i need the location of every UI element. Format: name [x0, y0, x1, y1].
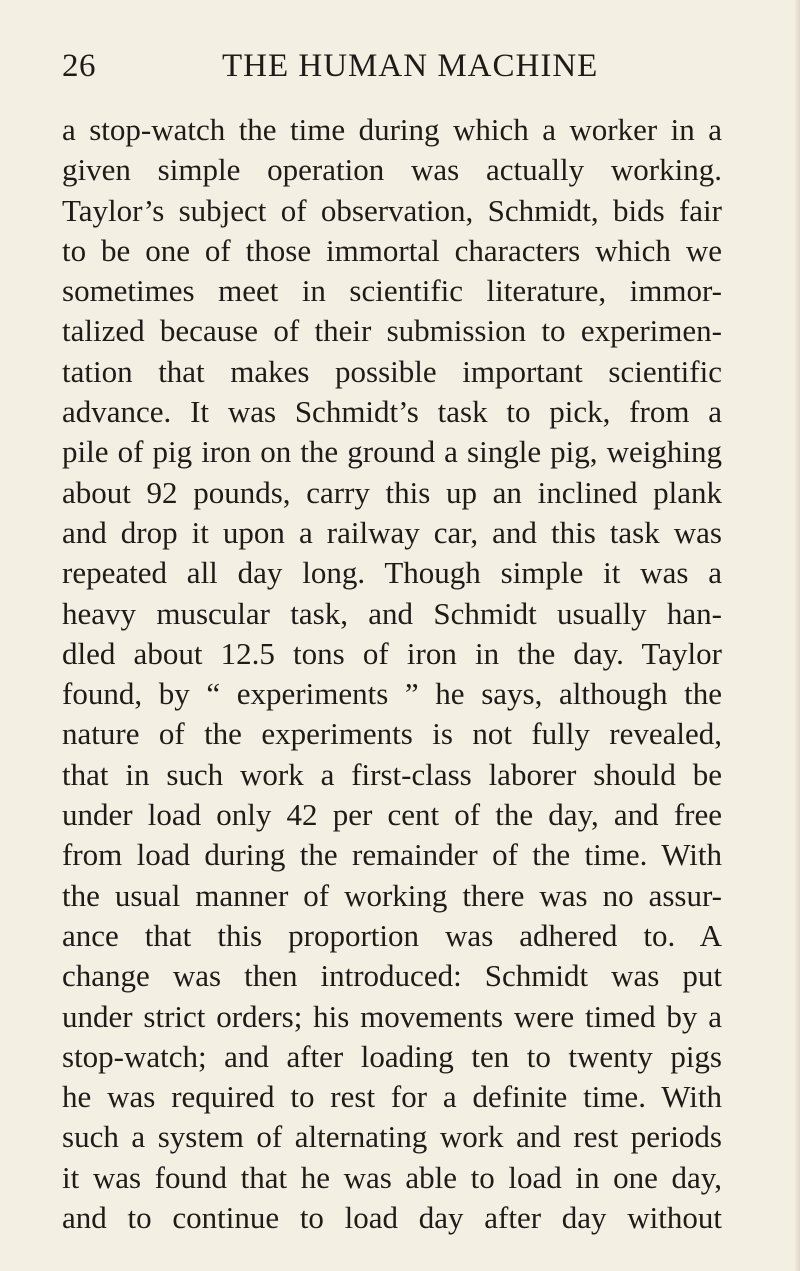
text-line: such a system of alternating work and rest periods [62, 1119, 722, 1155]
text-line: a stop-watch the time during which a worker in a [62, 112, 722, 147]
text-line: under strict orders; his movements were timed by a [62, 998, 722, 1034]
text-line: change was then introduced: Schmidt was put [62, 958, 722, 994]
text-line: found, by “ experiments ” he says, although the [62, 676, 722, 712]
text-line: that in such work a first-class laborer should be [62, 756, 722, 792]
page-edge-shadow [794, 0, 800, 1271]
text-line: from load during the remainder of the time. With [62, 837, 722, 873]
text-line: stop-watch; and after loading ten to twenty pigs [62, 1038, 722, 1074]
text-line: advance. It was Schmidt’s task to pick, from a [62, 394, 722, 430]
text-line: repeated all day long. Though simple it was a [62, 555, 722, 591]
text-line: the usual manner of working there was no assur- [62, 877, 722, 913]
text-line: heavy muscular task, and Schmidt usually han- [62, 595, 722, 631]
text-line: given simple operation was actually working. [62, 152, 722, 188]
text-line: nature of the experiments is not fully revealed, [62, 716, 722, 752]
text-line: pile of pig iron on the ground a single pig, weighing [62, 434, 722, 470]
text-line: talized because of their submission to experimen- [62, 313, 722, 349]
text-line: Taylor’s subject of observation, Schmidt, bids fair [62, 192, 722, 228]
text-line: under load only 42 per cent of the day, and free [62, 797, 722, 833]
text-line: tation that makes possible important scientific [62, 353, 722, 389]
running-title: THE HUMAN MACHINE [222, 48, 599, 84]
text-line: about 92 pounds, carry this up an inclined plank [62, 474, 722, 510]
text-line: sometimes meet in scientific literature, immor- [62, 273, 722, 309]
text-line: it was found that he was able to load in one day, [62, 1159, 722, 1195]
text-line: dled about 12.5 tons of iron in the day. Taylor [62, 635, 722, 671]
text-line: and to continue to load day after day without [62, 1200, 722, 1236]
page-number: 26 [62, 48, 96, 84]
text-line: and drop it upon a railway car, and this task was [62, 514, 722, 550]
running-head [62, 48, 722, 88]
text-line: to be one of those immortal characters which we [62, 232, 722, 268]
body-text [62, 110, 722, 1238]
text-line: he was required to rest for a definite time. With [62, 1079, 722, 1115]
text-line: ance that this proportion was adhered to. A [62, 917, 722, 953]
